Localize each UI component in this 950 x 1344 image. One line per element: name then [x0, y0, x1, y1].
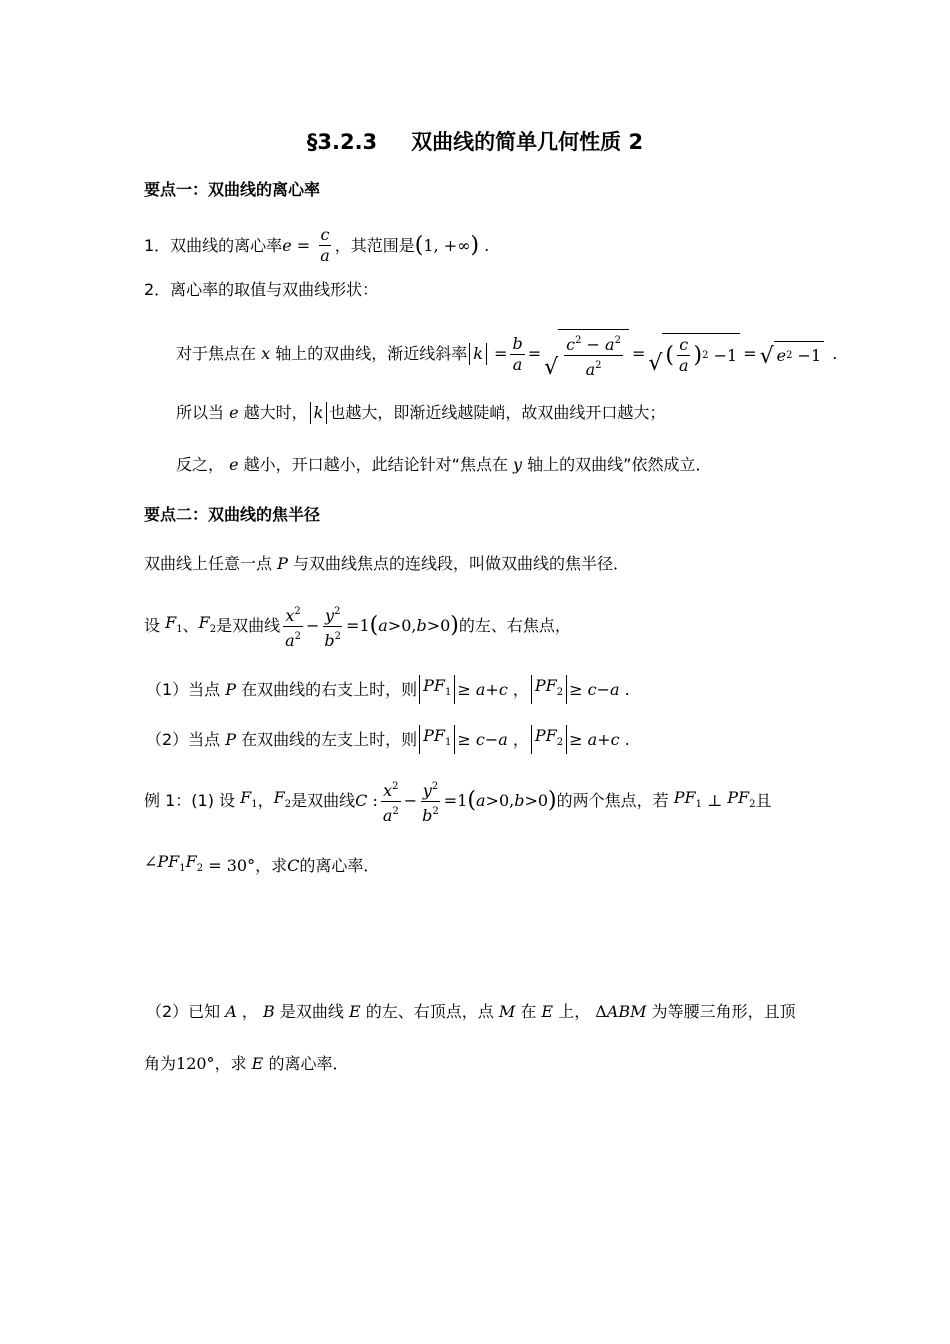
eccentricity-shape-heading: 2．离心率的取值与双曲线形状： — [144, 280, 379, 299]
example-1-question-1: 例 1：(1) 设 $F_1$ ， $F_2$ 是双曲线 C : $\frac{x^2}{a^2}$ − $\frac{y^2}{b^2}$ =1 ( a >0, b >0 ) 的两个焦点，若 $PF_1$ ⊥ $PF_2$ 且 — [144, 777, 771, 825]
asymptote-slope-formula: 对于焦点在 x 轴上的双曲线，渐近线斜率 k = $\frac{b}{a}$ = √ $\frac{c^2 - a^2}{a^2}$ = √ ( $\frac{c}{a}$ ) 2 −1 = √ e 2 −1 . — [176, 330, 837, 378]
title-text: 双曲线的简单几何性质 2 — [411, 130, 644, 154]
example-1-question-1-cont: $\angle PF_1F_2$ = 30° ，求 C 的离心率． — [144, 852, 380, 875]
section-number: §3.2.3 — [306, 130, 378, 154]
heading-point-2: 要点二：双曲线的焦半径 — [144, 505, 321, 524]
heading-point-1: 要点一：双曲线的离心率 — [144, 180, 321, 199]
hyperbola-setup: 设 $F_1$ 、 $F_2$ 是双曲线 $\frac{x^2}{a^2}$ − $\frac{y^2}{b^2}$ =1 ( a >0, b >0 ) 的左、右焦点， — [144, 602, 571, 650]
eccentricity-large-statement: 所以当 e 越大时， k 也越大，即渐近线越陡峭，故双曲线开口越大； — [176, 403, 666, 422]
focal-radius-definition: 双曲线上任意一点 P 与双曲线焦点的连线段，叫做双曲线的焦半径． — [144, 554, 629, 573]
page-title — [0, 126, 950, 156]
example-1-question-2: （2）已知 A ， B 是双曲线 E 的左、右顶点，点 M 在 E 上， Δ ABM 为等腰三角形，且顶 — [146, 1002, 796, 1021]
example-1-question-2-cont: 角为 120° ，求 E 的离心率． — [144, 1054, 349, 1073]
focal-radius-right-branch: （1）当点 P 在双曲线的右支上时，则 $PF_1$ ≥ a + c ， $PF_2$ ≥ c − a . — [146, 675, 630, 704]
focal-radius-left-branch: （2）当点 P 在双曲线的左支上时，则 $PF_1$ ≥ c − a ， $PF_2$ ≥ a + c . — [146, 725, 630, 754]
eccentricity-definition: 1．双曲线的离心率 e = $\frac{c}{a}$ ，其范围是 ( 1, +∞ ) . — [144, 225, 490, 265]
fraction-c-over-a: $\frac{c}{a}$ — [320, 225, 330, 265]
eccentricity-small-statement: 反之， e 越小，开口越小，此结论针对“焦点在 y 轴上的双曲线”依然成立． — [176, 455, 712, 474]
